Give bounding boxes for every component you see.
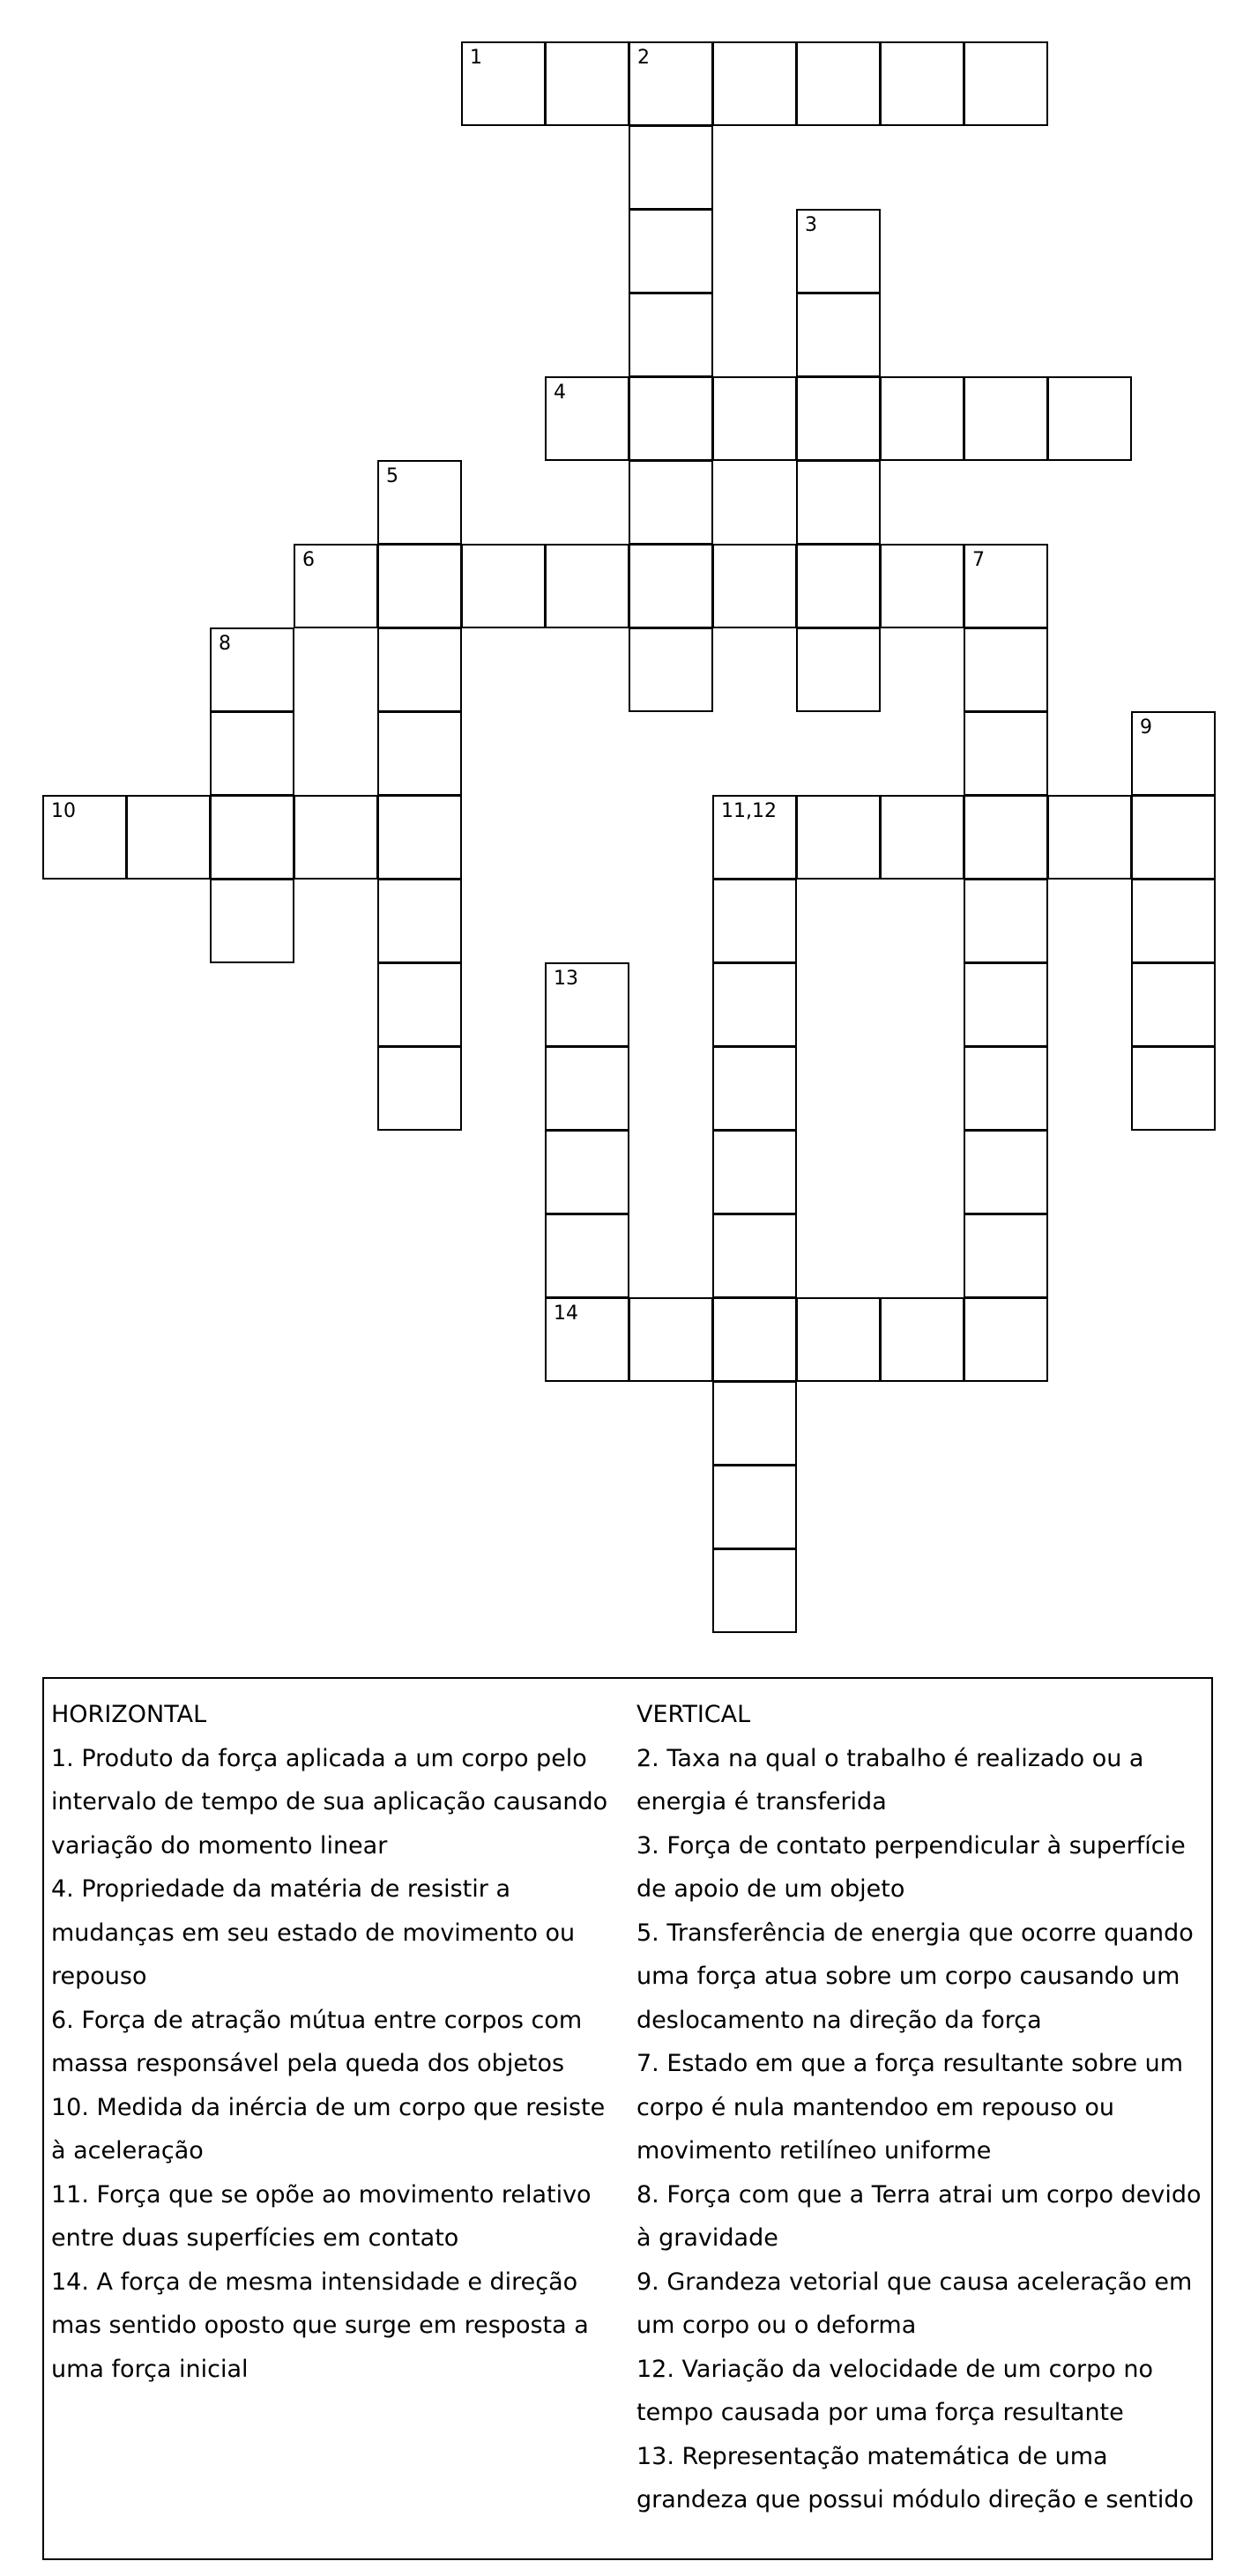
crossword-cell[interactable] <box>712 1046 797 1131</box>
horizontal-header: HORIZONTAL <box>51 1701 207 1728</box>
clue-line: 1. Produto da força aplicada a um corpo pelo <box>51 1744 587 1772</box>
crossword-cell[interactable] <box>712 1214 797 1298</box>
crossword-cell[interactable] <box>796 627 881 712</box>
crossword-cell[interactable] <box>964 1046 1048 1131</box>
crossword-cell[interactable] <box>796 544 881 628</box>
crossword-cell[interactable] <box>880 41 964 126</box>
clue-number: 6 <box>302 549 315 571</box>
vertical-clues <box>636 1693 1210 2522</box>
crossword-cell[interactable] <box>712 1130 797 1214</box>
crossword-cell[interactable] <box>545 41 629 126</box>
crossword-cell[interactable] <box>964 544 1048 628</box>
crossword-cell[interactable] <box>377 795 462 880</box>
crossword-cell[interactable] <box>545 1297 629 1382</box>
crossword-cell[interactable] <box>377 711 462 796</box>
horizontal-clues <box>51 1693 615 2391</box>
crossword-cell[interactable] <box>964 711 1048 796</box>
crossword-cell[interactable] <box>964 795 1048 880</box>
crossword-cell[interactable] <box>545 1214 629 1298</box>
crossword-cell[interactable] <box>629 125 713 210</box>
crossword-cell[interactable] <box>629 544 713 628</box>
crossword-cell[interactable] <box>210 879 294 963</box>
clues-box <box>42 1677 1213 2560</box>
clue-line: mudanças em seu estado de movimento ou <box>51 1919 576 1947</box>
clue-line: uma força inicial <box>51 2355 249 2383</box>
crossword-cell[interactable] <box>377 544 462 628</box>
crossword-cell[interactable] <box>964 1297 1048 1382</box>
crossword-cell[interactable] <box>545 544 629 628</box>
clue-line: variação do momento linear <box>51 1831 388 1860</box>
crossword-cell[interactable] <box>377 962 462 1047</box>
crossword-cell[interactable] <box>796 795 881 880</box>
clue-number: 1 <box>470 47 482 69</box>
clue-line: 13. Representação matemática de uma <box>636 2442 1108 2470</box>
crossword-cell[interactable] <box>964 962 1048 1047</box>
clue-number: 11,12 <box>721 800 777 822</box>
clue-line: energia é transferida <box>636 1788 887 1815</box>
clue-line: 3. Força de contato perpendicular à superfície <box>636 1831 1186 1860</box>
crossword-cell[interactable] <box>964 1130 1048 1214</box>
clue-line: um corpo ou o deforma <box>636 2312 917 2339</box>
crossword-cell[interactable] <box>964 376 1048 461</box>
crossword-cell[interactable] <box>629 460 713 545</box>
crossword-cell[interactable] <box>712 376 797 461</box>
clue-line: 7. Estado em que a força resultante sobre um <box>636 2050 1184 2077</box>
crossword-cell[interactable] <box>1131 795 1216 880</box>
crossword-cell[interactable] <box>629 1297 713 1382</box>
crossword-cell[interactable] <box>964 879 1048 963</box>
crossword-cell[interactable] <box>964 627 1048 712</box>
crossword-cell[interactable] <box>712 544 797 628</box>
crossword-cell[interactable] <box>1131 1046 1216 1131</box>
vertical-header: VERTICAL <box>636 1701 751 1728</box>
crossword-cell[interactable] <box>796 293 881 377</box>
crossword-cell[interactable] <box>796 1297 881 1382</box>
crossword-cell[interactable] <box>1131 879 1216 963</box>
clue-line: uma força atua sobre um corpo causando um <box>636 1963 1180 1990</box>
crossword-cell[interactable] <box>712 1297 797 1382</box>
clue-line: 2. Taxa na qual o trabalho é realizado ou a <box>636 1744 1144 1772</box>
clue-line: à aceleração <box>51 2137 204 2164</box>
crossword-cell[interactable] <box>461 41 546 126</box>
clue-line: 5. Transferência de energia que ocorre quando <box>636 1919 1194 1947</box>
clue-line: 11. Força que se opõe ao movimento relativo <box>51 2180 592 2209</box>
clue-line: grandeza que possui módulo direção e sentido <box>636 2486 1195 2513</box>
crossword-cell[interactable] <box>545 1046 629 1131</box>
crossword-cell[interactable] <box>210 711 294 796</box>
crossword-cell[interactable] <box>1131 962 1216 1047</box>
clue-line: 9. Grandeza vetorial que causa aceleração em <box>636 2268 1193 2296</box>
crossword-cell[interactable] <box>461 544 546 628</box>
crossword-cell[interactable] <box>629 376 713 461</box>
crossword-cell[interactable] <box>796 41 881 126</box>
clue-line: de apoio de um objeto <box>636 1875 905 1903</box>
clue-line: 4. Propriedade da matéria de resistir a <box>51 1875 510 1903</box>
crossword-cell[interactable] <box>712 795 797 880</box>
crossword-cell[interactable] <box>1047 376 1132 461</box>
crossword-cell[interactable] <box>712 1465 797 1549</box>
crossword-cell[interactable] <box>1131 711 1216 796</box>
crossword-cell[interactable] <box>880 376 964 461</box>
clue-number: 14 <box>554 1303 578 1325</box>
crossword-cell[interactable] <box>42 795 127 880</box>
clue-line: movimento retilíneo uniforme <box>636 2137 992 2164</box>
crossword-cell[interactable] <box>712 879 797 963</box>
crossword-cell[interactable] <box>880 1297 964 1382</box>
crossword-cell[interactable] <box>712 962 797 1047</box>
clue-number: 3 <box>805 214 817 236</box>
clue-line: mas sentido oposto que surge em resposta a <box>51 2312 589 2339</box>
crossword-cell[interactable] <box>377 627 462 712</box>
clue-number: 4 <box>554 382 566 404</box>
crossword-cell[interactable] <box>712 1381 797 1466</box>
crossword-cell[interactable] <box>210 627 294 712</box>
crossword-cell[interactable] <box>796 209 881 293</box>
clue-line: deslocamento na direção da força <box>636 2006 1042 2034</box>
crossword-cell[interactable] <box>377 1046 462 1131</box>
clue-number: 2 <box>637 47 650 69</box>
crossword-cell[interactable] <box>712 1548 797 1633</box>
clue-line: 14. A força de mesma intensidade e direção <box>51 2268 578 2296</box>
crossword-cell[interactable] <box>294 795 378 880</box>
clue-number: 5 <box>386 465 398 487</box>
crossword-cell[interactable] <box>377 460 462 545</box>
crossword-cell[interactable] <box>1047 795 1132 880</box>
crossword-cell[interactable] <box>294 544 378 628</box>
crossword-cell[interactable] <box>964 1214 1048 1298</box>
crossword-cell[interactable] <box>545 1130 629 1214</box>
crossword-cell[interactable] <box>545 376 629 461</box>
crossword-cell[interactable] <box>629 293 713 377</box>
crossword-cell[interactable] <box>880 795 964 880</box>
clue-number: 8 <box>219 633 231 655</box>
crossword-cell[interactable] <box>126 795 211 880</box>
crossword-cell[interactable] <box>629 627 713 712</box>
crossword-cell[interactable] <box>880 544 964 628</box>
crossword-cell[interactable] <box>712 41 797 126</box>
crossword-cell[interactable] <box>629 41 713 126</box>
clue-line: entre duas superfícies em contato <box>51 2224 459 2252</box>
clue-line: corpo é nula mantendoo em repouso ou <box>636 2093 1114 2121</box>
crossword-cell[interactable] <box>629 209 713 293</box>
clue-line: 6. Força de atração mútua entre corpos com <box>51 2006 583 2034</box>
clue-number: 10 <box>51 800 76 822</box>
crossword-cell[interactable] <box>377 879 462 963</box>
clue-line: 10. Medida da inércia de um corpo que resiste <box>51 2093 606 2121</box>
crossword-cell[interactable] <box>545 962 629 1047</box>
clue-number: 13 <box>554 968 578 990</box>
clue-line: 8. Força com que a Terra atrai um corpo devido <box>636 2180 1202 2209</box>
crossword-cell[interactable] <box>210 795 294 880</box>
clue-line: massa responsável pela queda dos objetos <box>51 2050 565 2077</box>
crossword-cell[interactable] <box>796 460 881 545</box>
clue-line: à gravidade <box>636 2224 778 2252</box>
clue-number: 7 <box>972 549 985 571</box>
clue-line: repouso <box>51 1963 147 1990</box>
clue-line: tempo causada por uma força resultante <box>636 2399 1124 2426</box>
crossword-cell[interactable] <box>796 376 881 461</box>
clue-line: 12. Variação da velocidade de um corpo no <box>636 2355 1153 2383</box>
clue-line: intervalo de tempo de sua aplicação causando <box>51 1788 608 1815</box>
clue-number: 9 <box>1140 716 1152 739</box>
crossword-cell[interactable] <box>964 41 1048 126</box>
